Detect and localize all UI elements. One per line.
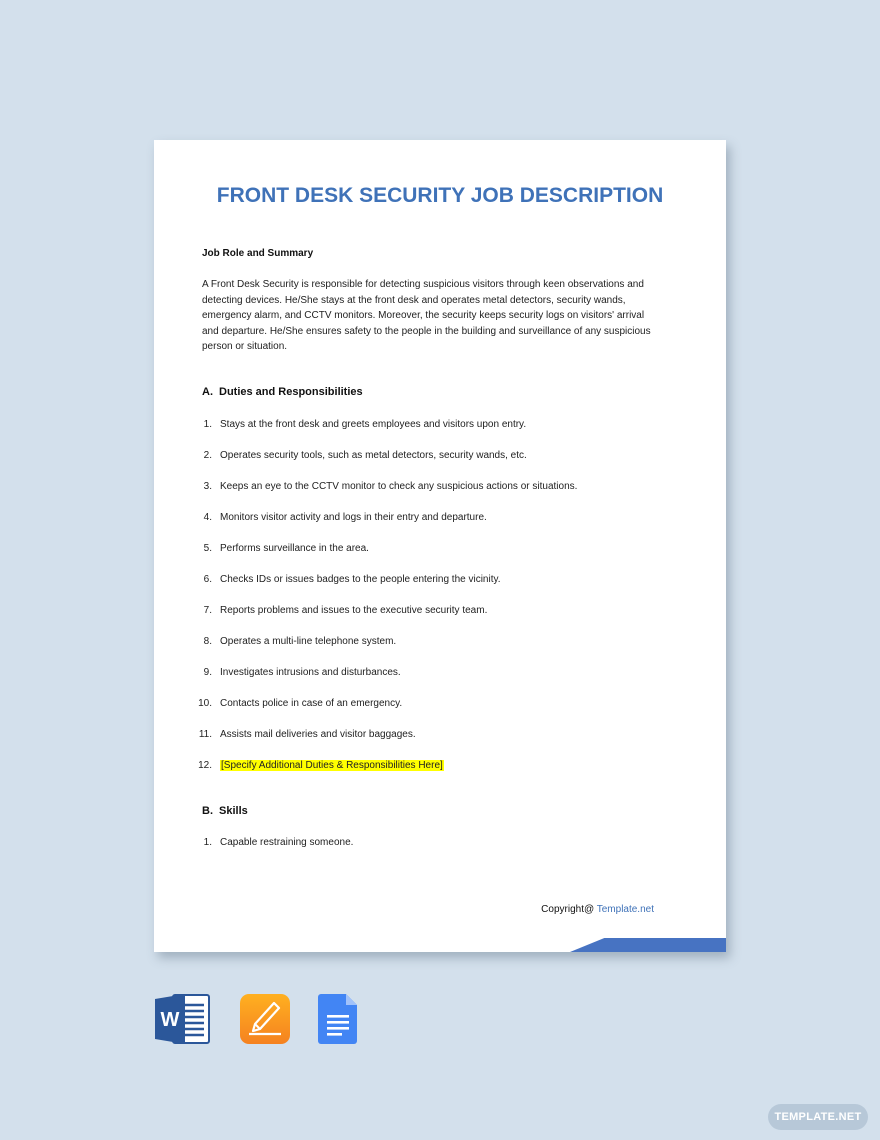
list-number: 6. [203, 574, 212, 585]
list-text: Keeps an eye to the CCTV monitor to check any suspicious actions or situations. [220, 481, 578, 492]
list-item [194, 419, 674, 450]
list-number: 8. [203, 636, 212, 647]
job-summary-paragraph: A Front Desk Security is responsible for detecting suspicious visitors through keen observations and detecting devices. He/She stays at the front desk and operates metal detectors, security wands, emergency alarm, and CCTV monitors. Moreover, the security keeps security logs on visitors' arrival and departure. He/She ensures safety to the people in the building and surveillance of any suspicious person or situation. [202, 279, 651, 353]
list-item [194, 481, 674, 512]
duties-heading-text: Duties and Responsibilities [219, 386, 363, 398]
list-item [194, 837, 674, 868]
list-text: Reports problems and issues to the executive security team. [220, 605, 488, 616]
list-text: Operates security tools, such as metal detectors, security wands, etc. [220, 450, 527, 461]
placeholder-highlight[interactable]: [Specify Additional Duties & Responsibilities Here] [221, 760, 443, 771]
list-item [194, 667, 674, 698]
list-number: 5. [203, 543, 212, 554]
list-text: Stays at the front desk and greets employees and visitors upon entry. [220, 419, 527, 430]
word-icon[interactable] [155, 993, 211, 1050]
skills-heading [202, 805, 248, 817]
list-item [194, 636, 674, 667]
document-page [154, 140, 726, 952]
skills-heading-text: Skills [219, 805, 248, 817]
duties-heading-letter: A. [202, 386, 213, 398]
list-item [194, 729, 674, 760]
list-number: 9. [203, 667, 212, 678]
copyright-brand-link[interactable]: Template.net [596, 904, 654, 915]
list-item [194, 574, 674, 605]
list-number: 4. [203, 512, 212, 523]
list-number: 1. [203, 837, 212, 848]
list-number: 11. [198, 729, 212, 740]
list-item [194, 512, 674, 543]
google-docs-icon[interactable] [318, 993, 358, 1050]
list-text: Contacts police in case of an emergency. [220, 698, 403, 709]
list-text: Investigates intrusions and disturbances. [220, 667, 401, 678]
list-item [194, 543, 674, 574]
list-item [194, 698, 674, 729]
list-number: 1. [203, 419, 212, 430]
list-number: 7. [203, 605, 212, 616]
skills-heading-letter: B. [202, 805, 213, 817]
pages-icon[interactable] [239, 993, 291, 1050]
job-role-heading: Job Role and Summary [202, 248, 314, 259]
corner-accent-bar [570, 938, 726, 952]
copyright-label: Copyright@ [541, 904, 595, 915]
list-number: 2. [203, 450, 212, 461]
list-item [194, 605, 674, 636]
duties-heading [202, 386, 363, 398]
word-icon-letter: W [160, 1009, 180, 1031]
list-item [194, 760, 674, 791]
list-text: Capable restraining someone. [220, 837, 354, 848]
list-text: Assists mail deliveries and visitor baggages. [220, 729, 416, 740]
duties-list [194, 419, 674, 791]
list-text: Monitors visitor activity and logs in their entry and departure. [220, 512, 487, 523]
template-net-watermark: TEMPLATE.NET [768, 1104, 868, 1130]
list-number: 3. [203, 481, 212, 492]
list-number: 12. [198, 760, 212, 771]
list-text: Performs surveillance in the area. [220, 543, 369, 554]
skills-list [194, 837, 674, 868]
list-item [194, 450, 674, 481]
document-title: FRONT DESK SECURITY JOB DESCRIPTION [216, 184, 664, 207]
copyright-notice [541, 904, 654, 915]
list-number: 10. [198, 698, 212, 709]
list-text: Operates a multi-line telephone system. [220, 636, 397, 647]
list-text: Checks IDs or issues badges to the people entering the vicinity. [220, 574, 501, 585]
